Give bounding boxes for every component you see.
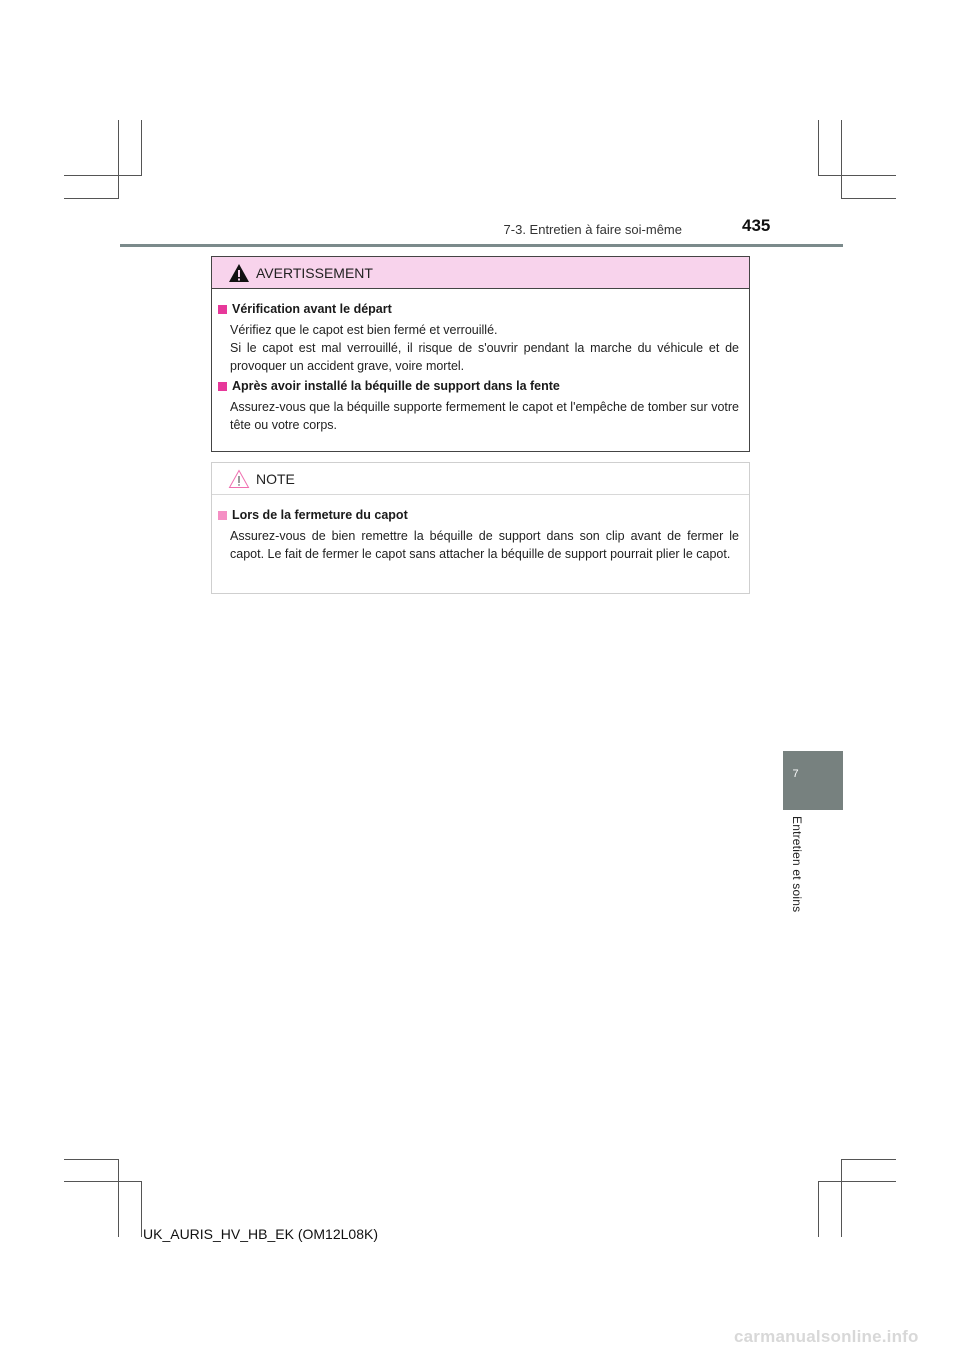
crop-mark: [818, 175, 896, 176]
warning-item-line: Vérifiez que le capot est bien fermé et verrouillé.: [230, 323, 498, 337]
crop-mark: [841, 120, 842, 198]
note-header: [212, 463, 749, 495]
caution-triangle-outline-icon: [228, 469, 250, 489]
warning-item-heading-text: Après avoir installé la béquille de support dans la fente: [232, 379, 560, 393]
warning-item-text: [218, 398, 739, 434]
chapter-number: 7: [792, 768, 799, 780]
crop-mark: [118, 1159, 119, 1237]
crop-mark: [64, 1181, 142, 1182]
warning-item-text: [218, 321, 739, 375]
chapter-title: Entretien et soins: [790, 816, 804, 913]
crop-mark: [118, 120, 119, 198]
note-box: [211, 462, 750, 594]
note-item-text: [218, 527, 739, 563]
square-bullet-icon: [218, 511, 227, 520]
warning-item-heading-text: Vérification avant le départ: [232, 302, 392, 316]
header-rule: [120, 244, 843, 247]
crop-mark: [818, 120, 819, 175]
warning-title: AVERTISSEMENT: [256, 264, 373, 281]
crop-mark: [141, 1181, 142, 1237]
crop-mark: [64, 1159, 119, 1160]
chapter-tab: [783, 751, 843, 810]
section-title: 7-3. Entretien à faire soi-même: [503, 222, 682, 237]
warning-body: [212, 289, 749, 434]
crop-mark: [841, 198, 896, 199]
warning-item-line: Assurez-vous que la béquille supporte fermement le capot et l'empêche de tomber sur votre tête ou votre corps.: [230, 400, 739, 432]
warning-box: [211, 256, 750, 452]
crop-mark: [818, 1181, 896, 1182]
warning-item-line: Si le capot est mal verrouillé, il risque de s'ouvrir pendant la marche du véhicule et de provoquer un accident grave, voire mortel.: [230, 341, 739, 373]
crop-mark: [818, 1181, 819, 1237]
crop-mark: [841, 1159, 842, 1237]
note-item-heading-text: Lors de la fermeture du capot: [232, 508, 408, 522]
warning-item-heading: [218, 302, 739, 316]
document-code: UK_AURIS_HV_HB_EK (OM12L08K): [143, 1226, 378, 1242]
page-number: 435: [742, 216, 771, 235]
warning-item-heading: [218, 379, 739, 393]
crop-mark: [841, 1159, 896, 1160]
square-bullet-icon: [218, 305, 227, 314]
note-item-heading: [218, 508, 739, 522]
crop-mark: [141, 120, 142, 175]
note-item-line: Assurez-vous de bien remettre la béquille de support dans son clip avant de fermer le capot. Le fait de fermer le capot sans attacher la béquille de support pourrait plier le capot.: [230, 529, 739, 561]
note-body: [212, 495, 749, 563]
crop-mark: [64, 175, 142, 176]
warning-triangle-icon: [228, 263, 250, 283]
square-bullet-icon: [218, 382, 227, 391]
note-title: NOTE: [256, 470, 295, 487]
warning-header: [212, 257, 749, 289]
watermark: carmanualsonline.info: [734, 1327, 919, 1346]
crop-mark: [64, 198, 119, 199]
